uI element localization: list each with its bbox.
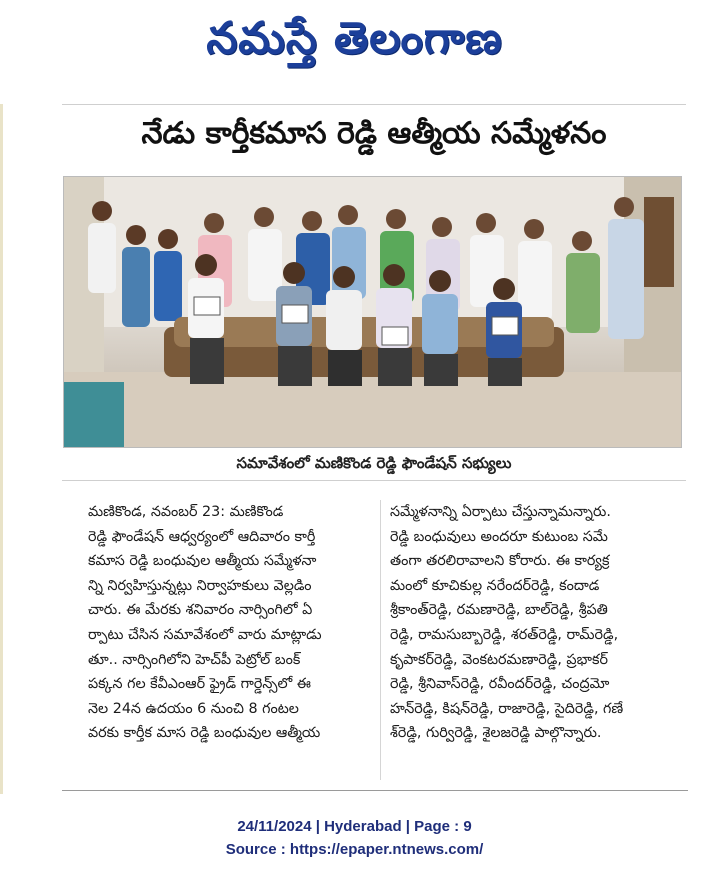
article-headline: నేడు కార్తీకమాస రెడ్డి ఆత్మీయ సమ్మేళనం: [141, 116, 607, 151]
article-column-left: [88, 500, 370, 746]
column-line: మణికొండ, నవంబర్‌ 23: మణికొండ: [88, 504, 284, 520]
column-line: శ్రీకాంత్‌రెడ్డి, రమణారెడ్డి, బాల్‌రెడ్డి, శ్రీపతి: [390, 602, 608, 619]
column-line: చారు. ఈ మేరకు శనివారం నార్సింగిలో ఏ: [88, 602, 313, 619]
column-line: మంలో కూచికుల్ల నరేందర్‌రెడ్డి, కందాడ: [390, 577, 600, 594]
column-line: రెడ్డి, శ్రీనివాస్‌రెడ్డి, రవీందర్‌రెడ్డి, చంద్రమో: [390, 676, 610, 693]
source-link[interactable]: Source : https://epaper.ntnews.com/: [225, 841, 484, 858]
column-line: వరకు కార్తీక మాస రెడ్డి బంధువుల ఆత్మీయ: [88, 725, 321, 742]
column-line: నెల 24న ఉదయం 6 నుంచి 8 గంటల: [88, 700, 299, 717]
column-line: రెడ్డి బంధువులు అందరూ కుటుంబ సమే: [390, 528, 608, 545]
edition-info: 24/11/2024 | Hyderabad | Page : 9: [237, 818, 472, 835]
column-line: తూ.. నార్సింగిలోని హెచ్‌పీ పెట్రోల్‌ బంక్‌: [88, 651, 301, 668]
column-line: శ్‌రెడ్డి, గుర్విరెడ్డి, శైలజరెడ్డి పాల్గొన్నారు.: [390, 725, 602, 742]
column-line: తంగా తరలిరావాలని కోరారు. ఈ కార్యక్ర: [390, 553, 610, 570]
group-photo-illustration: [64, 177, 681, 447]
column-line: సమ్మేళనాన్ని ఏర్పాటు చేస్తున్నామన్నారు.: [390, 504, 611, 520]
left-edge-rule: [0, 104, 3, 794]
photo-caption: [62, 450, 686, 481]
column-line: హన్‌రెడ్డి, కిషన్‌రెడ్డి, రాజారెడ్డి, సైదిరెడ్డి, గణే: [390, 700, 624, 717]
column-divider: [380, 500, 381, 780]
bottom-rule: [62, 790, 688, 791]
column-line: కృపాకర్‌రెడ్డి, వెంకటరమణారెడ్డి, ప్రభాకర్‌: [390, 651, 608, 668]
article-photo: [63, 176, 682, 448]
column-line: పక్కన గల కేవీఎంఆర్‌ ఫ్రైడ్‌ గార్డెన్స్‌లో ఈ: [88, 676, 311, 693]
column-line: రెడ్డి ఫౌండేషన్‌ ఆధ్వర్యంలో ఆదివారం కార్తీ: [88, 528, 316, 545]
column-line: ర్పాటు చేసిన సమావేశంలో వారు మాట్లాడు: [88, 626, 322, 643]
caption-text: సమావేశంలో మణికొండ రెడ్డి ఫౌండేషన్‌ సభ్యులు: [236, 454, 512, 472]
article-column-right: [390, 500, 690, 746]
masthead: [0, 0, 709, 88]
column-line: రెడ్డి, రామసుబ్బారెడ్డి, శరత్‌రెడ్డి, రామ్‌రెడ్డి,: [390, 626, 619, 643]
column-line: కమాస రెడ్డి బంధువుల ఆత్మీయ సమ్మేళనా: [88, 553, 317, 570]
column-line: న్ని నిర్వహిస్తున్నట్లు నిర్వాహకులు వెల్లడిం: [88, 577, 312, 594]
headline-container: [62, 104, 686, 169]
newspaper-logo: నమస్తే తెలంగాణ: [206, 13, 503, 64]
